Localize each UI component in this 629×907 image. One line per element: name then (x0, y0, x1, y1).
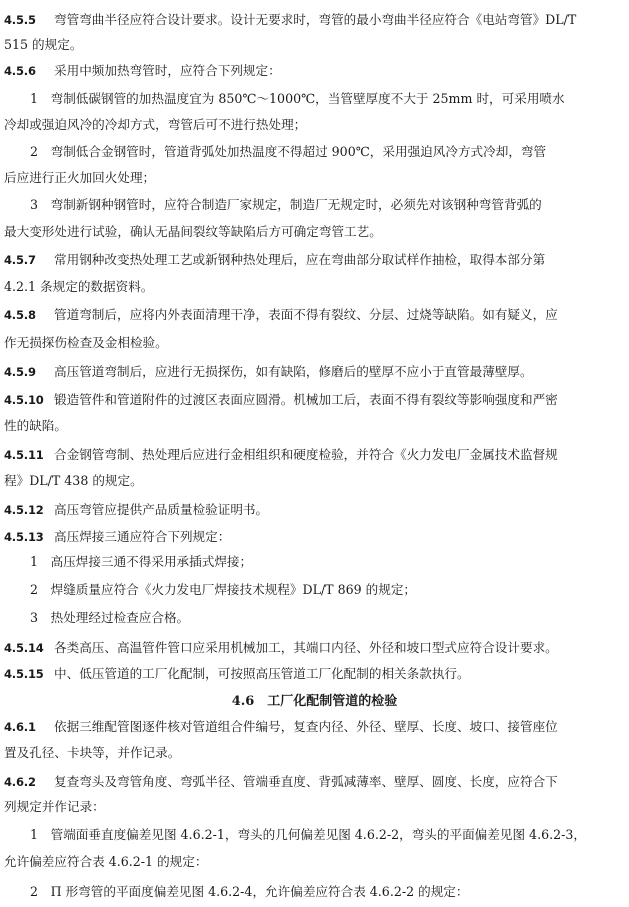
text-line (0, 303, 629, 327)
clause-text: 高压弯管应提供产品质量检验证明书。 (54, 502, 269, 517)
clause-text: 合金钢管弯制、热处理后应进行金相组织和硬度检验，并符合《火力发电厂金属技术监督规 (54, 447, 558, 462)
text-line (0, 662, 629, 686)
clause-number: 4.5.14 (4, 641, 44, 655)
text-line (0, 388, 629, 412)
clause-number: 4.5.6 (4, 64, 36, 78)
text-line (0, 360, 629, 384)
section-heading-line (0, 690, 629, 714)
text-line (0, 850, 629, 874)
clause-text: 2 焊缝质量应符合《火力发电厂焊接技术规程》DL/T 869 的规定； (30, 582, 417, 597)
clause-text: 中、低压管道的工厂化配制，可按照高压管道工厂化配制的相关条款执行。 (54, 666, 470, 681)
text-line (0, 715, 629, 739)
clause-text: 作无损探伤检查及金相检验。 (4, 335, 168, 350)
clause-number: 4.5.8 (4, 308, 36, 322)
text-line (0, 550, 629, 574)
clause-text: 采用中频加热弯管时，应符合下列规定： (54, 63, 281, 78)
clause-text: 最大变形处进行试验，确认无晶间裂纹等缺陷后方可确定弯管工艺。 (4, 224, 382, 239)
clause-text: 515 的规定。 (4, 37, 83, 52)
clause-text: 常用钢种改变热处理工艺或新钢种热处理后，应在弯曲部分取试样作抽检，取得本部分第 (54, 252, 546, 267)
clause-text: 管道弯制后，应将内外表面清理干净，表面不得有裂纹、分层、过烧等缺陷。如有疑义，应 (54, 307, 558, 322)
clause-text: 各类高压、高温管件管口应采用机械加工，其端口内径、外径和坡口型式应符合设计要求。 (54, 640, 558, 655)
text-line (0, 443, 629, 467)
text-line (0, 578, 629, 602)
clause-number: 4.5.9 (4, 365, 36, 379)
text-line (0, 770, 629, 794)
clause-text: 性的缺陷。 (4, 418, 67, 433)
text-line (0, 166, 629, 190)
clause-text: 允许偏差应符合表 4.6.2-1 的规定： (4, 854, 208, 869)
clause-text: 锻造管件和管道附件的过渡区表面应圆滑。机械加工后，表面不得有裂纹等影响强度和严密 (54, 392, 558, 407)
clause-text: 程》DL/T 438 的规定。 (4, 473, 143, 488)
clause-text: 冷却或强迫风冷的冷却方式，弯管后可不进行热处理； (4, 117, 307, 132)
clause-text: 3 热处理经过检查应合格。 (30, 610, 190, 625)
clause-text: 弯管弯曲半径应符合设计要求。设计无要求时，弯管的最小弯曲半径应符合《电站弯管》DL/T (54, 12, 577, 27)
text-line (0, 741, 629, 765)
clause-text: 高压焊接三通应符合下列规定： (54, 529, 231, 544)
clause-text: 依据三维配管图逐件核对管道组合件编号，复查内径、外径、壁厚、长度、坡口、接管座位 (54, 719, 558, 734)
clause-text: 列规定并作记录： (4, 799, 105, 814)
clause-number: 4.5.15 (4, 667, 44, 681)
clause-number: 4.5.10 (4, 393, 44, 407)
clause-text: 1 管端面垂直度偏差见图 4.6.2-1，弯头的几何偏差见图 4.6.2-2，弯头的平面偏差见图 4.6.2-3， (30, 827, 586, 842)
clause-number: 4.5.5 (4, 13, 36, 27)
text-line (0, 33, 629, 57)
text-line (0, 331, 629, 355)
text-line (0, 87, 629, 111)
text-line (0, 525, 629, 549)
clause-text: 置及孔径、卡块等，并作记录。 (4, 745, 181, 760)
clause-number: 4.5.13 (4, 530, 44, 544)
clause-number: 4.6.1 (4, 720, 36, 734)
clause-text: 1 弯制低碳钢管的加热温度宜为 850℃～1000℃，当管壁厚度不大于 25mm 时，可采用喷水 (30, 91, 565, 106)
clause-text: 2 Π 形弯管的平面度偏差见图 4.6.2-4，允许偏差应符合表 4.6.2-2 的规定： (30, 884, 469, 899)
text-line (0, 498, 629, 522)
text-line (0, 275, 629, 299)
text-line (0, 248, 629, 272)
clause-number: 4.6.2 (4, 775, 36, 789)
text-line (0, 636, 629, 660)
clause-number: 4.5.7 (4, 253, 36, 267)
text-line (0, 823, 629, 847)
text-line (0, 8, 629, 32)
clause-text: 3 弯制新钢种钢管时，应符合制造厂家规定，制造厂无规定时，必须先对该钢种弯管背弧的 (30, 197, 542, 212)
clause-text: 复查弯头及弯管角度、弯弧半径、管端垂直度、背弧减薄率、壁厚、圆度、长度，应符合下 (54, 774, 558, 789)
clause-text: 1 高压焊接三通不得采用承插式焊接； (30, 554, 253, 569)
clause-number: 4.5.12 (4, 503, 44, 517)
clause-number: 4.5.11 (4, 448, 44, 462)
text-line (0, 606, 629, 630)
text-line (0, 220, 629, 244)
text-line (0, 59, 629, 83)
text-line (0, 795, 629, 819)
text-line (0, 140, 629, 164)
text-line (0, 414, 629, 438)
clause-text: 后应进行正火加回火处理； (4, 170, 156, 185)
text-line (0, 113, 629, 137)
text-line (0, 469, 629, 493)
section-heading: 4.6 工厂化配制管道的检验 (231, 694, 398, 709)
clause-text: 2 弯制低合金钢管时，管道背弧处加热温度不得超过 900℃，采用强迫风冷方式冷却，弯管 (30, 144, 547, 159)
text-line (0, 193, 629, 217)
text-line (0, 880, 629, 904)
clause-text: 4.2.1 条规定的数据资料。 (4, 279, 154, 294)
clause-text: 高压管道弯制后，应进行无损探伤，如有缺陷，修磨后的壁厚不应小于直管最薄壁厚。 (54, 364, 533, 379)
